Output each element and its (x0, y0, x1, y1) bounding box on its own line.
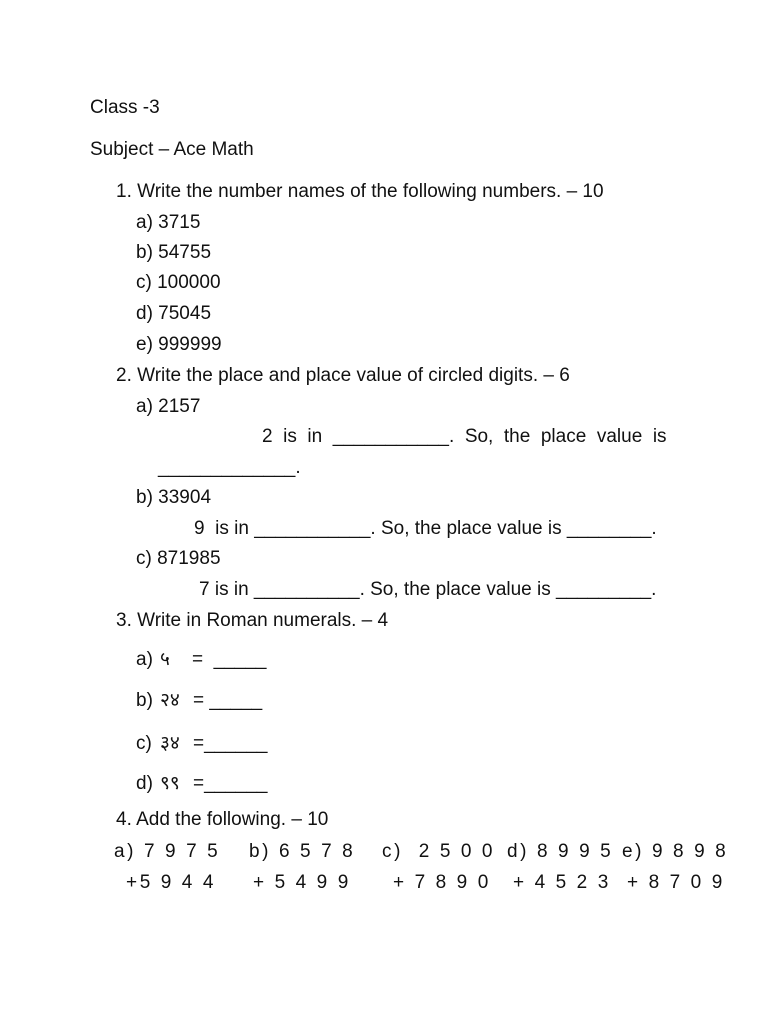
q3-item-d-numeral: ९९ (160, 773, 180, 794)
question-2-title: 2. Write the place and place value of circled digits. – 6 (116, 365, 570, 386)
subject-heading: Subject – Ace Math (90, 139, 254, 160)
q2-item-c-number: c) 871985 (136, 548, 221, 569)
q1-item-b: b) 54755 (136, 242, 212, 263)
sum-c-bottom: + 7 8 9 0 (393, 872, 491, 893)
q3-item-a-answer: = _____ (192, 649, 267, 670)
q2-item-a-line1: 2 is in ___________. So, the place value is (262, 426, 667, 447)
q2-item-a-line2: _____________. (158, 457, 301, 478)
sum-d-top: d) 8 9 9 5 (507, 841, 614, 862)
sum-e-top: e) 9 8 9 8 (622, 841, 729, 862)
q3-item-c-numeral: ३४ (160, 733, 180, 754)
sum-d-bottom: + 4 5 2 3 (513, 872, 611, 893)
q3-item-a-label: a) (136, 649, 153, 670)
q1-item-e: e) 999999 (136, 334, 222, 355)
q3-item-d-answer: =______ (193, 773, 268, 794)
q1-item-c: c) 100000 (136, 272, 221, 293)
q3-item-d-label: d) (136, 773, 153, 794)
q3-item-b-answer: = _____ (193, 690, 263, 711)
q3-item-c-label: c) (136, 733, 152, 754)
q1-item-a: a) 3715 (136, 212, 201, 233)
sum-a-top: a) 7 9 7 5 (114, 841, 221, 862)
q3-item-a-numeral: ५ (160, 649, 170, 670)
sum-b-top: b) 6 5 7 8 (249, 841, 356, 862)
q2-item-a-number: a) 2157 (136, 396, 201, 417)
question-4-title: 4. Add the following. – 10 (116, 809, 329, 830)
question-1-title: 1. Write the number names of the following numbers. – 10 (116, 181, 604, 202)
sum-e-bottom: + 8 7 0 9 (627, 872, 725, 893)
q2-item-b-number: b) 33904 (136, 487, 212, 508)
class-heading: Class -3 (90, 97, 160, 118)
sum-c-top: c) 2 5 0 0 (382, 841, 496, 862)
q3-item-b-numeral: २४ (160, 690, 180, 711)
q2-item-c-line: 7 is in __________. So, the place value is _________. (199, 579, 657, 600)
q3-item-c-answer: =______ (193, 733, 268, 754)
q2-item-b-line: 9 is in ___________. So, the place value is ________. (194, 518, 657, 539)
question-3-title: 3. Write in Roman numerals. – 4 (116, 610, 389, 631)
sum-b-bottom: + 5 4 9 9 (253, 872, 351, 893)
q1-item-d: d) 75045 (136, 303, 212, 324)
q3-item-b-label: b) (136, 690, 153, 711)
sum-a-bottom: +5 9 4 4 (126, 872, 216, 893)
